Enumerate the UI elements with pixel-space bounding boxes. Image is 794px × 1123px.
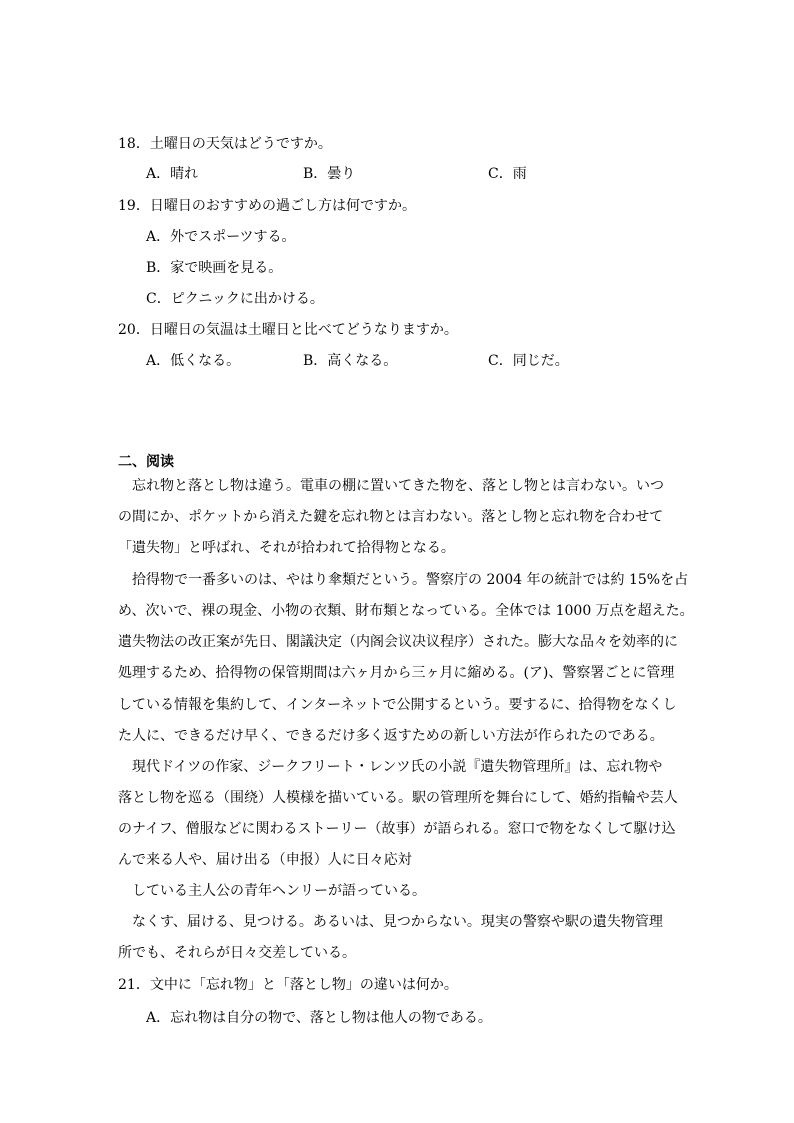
q20-option-c: C．同じだ。 (488, 353, 569, 369)
passage-line: 所でも、それらが日々交差している。 (118, 945, 356, 961)
passage-line: している情報を集約して、インターネットで公開するという。要するに、拾得物をなくし (118, 697, 677, 713)
q19-option-a: A．外でスポーツする。 (146, 229, 296, 245)
q19-option-c: C．ピクニックに出かける。 (146, 291, 324, 307)
passage-line: の間にか、ポケットから消えた鍵を忘れ物とは言わない。落とし物と忘れ物を合わせて (118, 509, 664, 525)
question-20: 20．日曜日の気温は土曜日と比べてどうなりますか。 (118, 322, 458, 338)
q18-option-b: B．曇り (303, 166, 356, 182)
q20-option-a: A．低くなる。 (146, 353, 241, 369)
passage-line: 落とし物を巡る（围绕）人模様を描いている。駅の管理所を舞台にして、婚約指輪や芸人 (118, 790, 678, 806)
section-heading: 二、阅读 (118, 454, 174, 470)
q18-option-c: C．雨 (488, 166, 527, 182)
passage-line: 忘れ物と落とし物は違う。電車の棚に置いてきた物を、落とし物とは言わない。いつ (118, 478, 664, 494)
q20-option-b: B．高くなる。 (303, 353, 398, 369)
q21-option-a: A．忘れ物は自分の物で、落とし物は他人の物である。 (146, 1010, 492, 1026)
passage-line: している主人公の青年ヘンリーが語っている。 (118, 883, 426, 899)
passage-line: 遺失物法の改正案が先日、閣議決定（内阁会议决议程序）された。膨大な品々を効率的に (118, 634, 678, 650)
passage-line: 「遺失物」と呼ばれ、それが拾われて拾得物となる。 (118, 540, 455, 556)
q18-option-a: A．晴れ (146, 166, 199, 182)
question-21: 21．文中に「忘れ物」と「落とし物」の違いは何か。 (118, 977, 458, 993)
passage-line: 現代ドイツの作家、ジークフリート・レンツ氏の小説『遺失物管理所』は、忘れ物や (118, 759, 663, 775)
q19-option-b: B．家で映画を見る。 (146, 260, 283, 276)
passage-line: め、次いで、裸の現金、小物の衣類、財布類となっている。全体では 1000 万点を超えた。 (118, 603, 694, 619)
passage-line: 処理するため、拾得物の保管期間は六ヶ月から三ヶ月に縮める。(ア)、警察署ごとに管理 (118, 665, 675, 681)
question-18: 18．土曜日の天気はどうですか。 (118, 136, 332, 152)
passage-line: のナイフ、僧服などに関わるストーリー（故事）が語られる。窓口で物をなくして駆け込 (118, 821, 676, 837)
passage-line: なくす、届ける、見つける。あるいは、見つからない。現実の警察や駅の遺失物管理 (118, 914, 663, 930)
passage-line: んで来る人や、届け出る（申报）人に日々応対 (118, 852, 412, 868)
passage-line: 拾得物で一番多いのは、やはり傘類だという。警察庁の 2004 年の統計では約 15%を占 (118, 572, 689, 588)
passage-line: た人に、できるだけ早く、できるだけ多く返すための新しい方法が作られたのである。 (118, 728, 664, 744)
question-19: 19．日曜日のおすすめの過ごし方は何ですか。 (118, 198, 416, 214)
